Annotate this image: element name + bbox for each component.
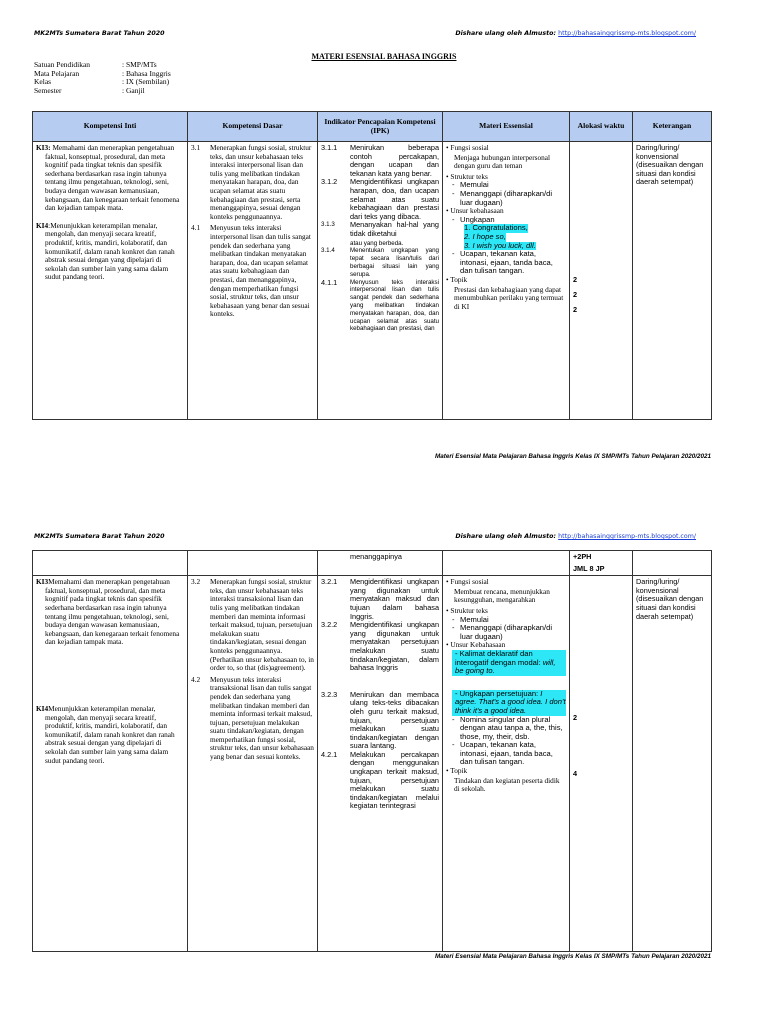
ipk-cell — [318, 142, 443, 420]
meta-value: : Bahasa Inggris — [122, 68, 171, 78]
ipk-text: Menentukan ungkapan yang tepat secara lisan/tulis dari berbagai situasi lain yang serupa. — [350, 247, 439, 278]
highlight-block: - Ungkapan persetujuan: I agree. That's a good idea. I don't think it's a good idea. — [452, 690, 566, 716]
header-right — [455, 30, 696, 37]
ki3-label: KI3 — [36, 577, 49, 587]
highlight-italic: will, be going to. — [455, 657, 556, 676]
ipk-item — [321, 621, 439, 673]
document-page-2 — [0, 524, 768, 1024]
header-left: MK2MTs Sumatera Barat Tahun 2020 — [34, 30, 165, 37]
keterangan-cell: Daring/luring/ konvensional (disesuaikan dengan situasi dan kondisi daerah setempat) — [633, 576, 712, 952]
blog-link[interactable]: http://bahasainggrissmp-mts.blogspot.com/ — [558, 533, 696, 540]
ipk-item — [321, 578, 439, 621]
materi-sub: - Memulai — [452, 180, 489, 190]
ki3-body: Memahami dan menerapkan pengetahuan faktual, konseptual, prosedural, dan meta kognitif pada tingkat teknis dan spesifik sederhana berdasarkan rasa ingin tahunya tentang ilmu pengetahuan, teknologi, seni, budaya dengan wawasan kemanusiaan, kebangsaan, dan kenegaraan terkait fenomena dan kejadian tampak mata. — [45, 143, 180, 213]
alokasi-value: 4 — [573, 769, 578, 779]
ki4-text — [36, 705, 184, 765]
ki3-text — [36, 144, 184, 213]
alokasi-cell — [570, 576, 633, 952]
ipk-text: Melakukan percakapan dengan menggunakan ungkapan terkait maksud, tujuan, persetujuan melakukan suatu tindakan/kegiatan melalui kegiatan terintegrasi — [350, 749, 439, 811]
meta-key: Semester — [34, 86, 62, 96]
materi-bullet: • Unsur Kebahasaan — [446, 641, 566, 650]
ipk-text-main: Menanyakan hal-hal yang tidak diketahui — [350, 220, 439, 238]
blog-link[interactable]: http://bahasainggrissmp-mts.blogspot.com/ — [558, 30, 696, 37]
alokasi-value: 2 — [573, 275, 578, 284]
alokasi-value: 2 — [573, 713, 578, 723]
ipk-number: 3.1.1 — [321, 143, 338, 152]
materi-bullet: • Topik — [446, 767, 566, 776]
kd-cell — [188, 142, 318, 420]
ki-cell-empty — [33, 551, 188, 576]
meta-value: : SMP/MTs — [122, 60, 157, 69]
ipk-number: 3.2.1 — [321, 577, 338, 587]
materi-sub: - Ungkapan — [452, 214, 495, 224]
document-page-1 — [0, 0, 768, 470]
materi-cell-empty — [443, 551, 570, 576]
header-alokasi: Alokasi waktu — [570, 112, 633, 142]
ipk-number: 3.1.4 — [321, 247, 335, 255]
kd-number: 4.1 — [191, 223, 201, 233]
ki-cell — [33, 142, 188, 420]
keterangan-cell: Daring/luring/ konvensional (disesuaikan dengan situasi dan kondisi daerah setempat) — [633, 142, 712, 420]
kd-text: Menerapkan fungsi sosial, struktur teks, dan unsur kebahasaan teks interaksi transaksional lisan dan tulis yang melibatkan tindakan memberi dan meminta informasi terkait maksud, tujuan, persetujuan melakukan suatu tindakan/kegiatan, sesuai dengan konteks penggunaannya. (Perhatikan unsur kebahasaan to, in order to, so that (dis)agreement). — [210, 577, 314, 673]
materi-sub-text: Menanggapi (diharapkan/di luar dugaan) — [460, 188, 553, 207]
materi-sub-text: Ucapan, tekanan kata, intonasi, ejaan, tanda baca, dan tulisan tangan. — [460, 740, 553, 767]
kd-text: Menyusun teks interaksi transaksional lisan dan tulis sangat pendek dan sederhana yang melibatkan tindakan memberi dan meminta informasi terkait maksud, tujuan, persetujuan melakukan suatu tindakan/kegiatan, dengan memperhatikan fungsi sosial, struktur teks, dan unsur kebahasaan yang benar dan sesuai konteks. — [210, 674, 314, 762]
materi-sub: - Ucapan, tekanan kata, intonasi, ejaan, tanda baca, dan tulisan tangan. — [452, 250, 566, 276]
ipk-text: Menirukan dan membaca ulang teks-teks dibacakan oleh guru terkait maksud, tujuan, persetujuan melakukan suatu tindakan/kegiatan dengan suara lantang. — [350, 689, 439, 751]
page-gap — [0, 470, 768, 524]
alokasi-cell — [570, 142, 633, 420]
header-kd: Kompetensi Dasar — [188, 112, 318, 142]
meta-key: Kelas — [34, 77, 52, 87]
header-materi: Materi Essensial — [443, 112, 570, 142]
header-keterangan: Keterangan — [633, 112, 712, 142]
ipk-number: 4.2.1 — [321, 749, 338, 759]
materi-sub-text: Memulai — [460, 180, 489, 190]
materi-sub: - Menanggapi (diharapkan/di luar dugaan) — [452, 190, 566, 207]
ipk-text: Mengidentifikasi ungkapan yang digunakan untuk menyatakan maksud dan tujuan dalam bahasa Inggris. — [350, 577, 439, 621]
header-share-text: Dishare ulang oleh Almusto: — [455, 533, 556, 540]
kd-item — [191, 144, 314, 221]
highlight-text: 2. I hope so, — [464, 231, 506, 241]
ki3-text — [36, 578, 184, 647]
ki4-label: KI4 — [36, 220, 49, 230]
materi-cell — [443, 142, 570, 420]
materi-bullet: • Unsur kebahasaan — [446, 207, 566, 216]
ipk-number: 3.1.2 — [321, 177, 338, 187]
competency-table-1 — [32, 111, 712, 420]
ipk-text: Menyusun teks interaksi interpersonal lisan dan tulis sangat pendek dan sederhana yang melibatkan tindakan menyatakan harapan, doa, dan ucapan selamat atas suatu kebahagiaan dan prestasi, dan — [350, 278, 439, 333]
ki3-body: Memahami dan menerapkan pengetahuan faktual, konseptual, prosedural, dan meta kognitif pada tingkat teknis dan spesifik sederhana berdasarkan rasa ingin tahunya tentang ilmu pengetahuan, teknologi, seni, budaya dengan wawasan kemanusiaan, kebangsaan, dan kenegaraan terkait fenomena dan kejadian tampak mata. — [45, 577, 180, 647]
ipk-text: Mengidentifikasi ungkapan yang digunakan untuk menyatakan persetujuan melakukan suatu tindakan/kegiatan, dalam bahasa Inggris — [350, 620, 439, 673]
kd-number: 4.2 — [191, 674, 201, 684]
highlight-text: 3. I wish you luck, dll. — [464, 240, 536, 250]
materi-sub-text: Menanggapi (diharapkan/di luar dugaan) — [460, 623, 553, 641]
materi-sub: - Ucapan, tekanan kata, intonasi, ejaan, tanda baca, dan tulisan tangan. — [452, 741, 566, 767]
materi-sub-text: Ungkapan — [460, 214, 495, 224]
materi-sub: - Menanggapi (diharapkan/di luar dugaan) — [452, 624, 566, 641]
materi-sub-text: Memulai — [460, 614, 489, 624]
highlight-italic: I agree. That's a good idea. I don't think it's a good idea. — [455, 688, 566, 715]
materi-bullet: • Fungsi sosial — [446, 144, 566, 153]
ipk-text — [350, 221, 439, 247]
ipk-item — [321, 247, 439, 278]
header-ki: Kompetensi Inti — [33, 112, 188, 142]
alokasi-total: JML 8 JP — [573, 563, 605, 573]
page-footer: Materi Esensial Mata Pelajaran Bahasa Inggris Kelas IX SMP/MTs Tahun Pelajaran 2020/2021 — [434, 453, 711, 460]
page-footer: Materi Esensial Mata Pelajaran Bahasa Inggris Kelas IX SMP/MTs Tahun Pelajaran 2020/2021 — [434, 953, 711, 960]
kd-number: 3.1 — [191, 143, 201, 152]
ipk-item — [321, 178, 439, 221]
materi-text: Tindakan dan kegiatan peserta didik di sekolah. — [454, 775, 560, 794]
ipk-number: 3.1.3 — [321, 221, 335, 229]
materi-text: Membuat rencana, menunjukkan kesungguhan, mengarahkan — [454, 586, 550, 605]
ki4-label: KI4 — [36, 703, 49, 713]
alokasi-cell — [570, 551, 633, 576]
materi-text: Prestasi dan kebahagiaan yang dapat menumbuhkan perilaku yang termuat di KI — [454, 284, 564, 311]
ipk-cell — [318, 576, 443, 952]
alokasi-value: 2 — [573, 290, 578, 299]
meta-value: : Ganjil — [122, 86, 145, 96]
materi-bullet: • Topik — [446, 276, 566, 285]
ki-cell — [33, 576, 188, 952]
meta-key: Satuan Pendidikan — [34, 60, 91, 69]
header-share-text: Dishare ulang oleh Almusto: — [455, 30, 556, 37]
ipk-text: Mengidentifikasi ungkapan harapan, doa, dan ucapan selamat atas suatu kebahagiaan dan prestasi dari teks yang dibaca. — [350, 177, 439, 221]
kd-item — [191, 578, 314, 673]
header-left: MK2MTs Sumatera Barat Tahun 2020 — [34, 533, 165, 540]
header-ipk: Indikator Pencapaian Kompetensi (IPK) — [318, 112, 443, 142]
highlight-block: - Kalimat deklaratif dan interogatif dengan modal: will, be going to. — [452, 650, 566, 676]
highlight-text: Ungkapan persetujuan: — [459, 688, 539, 698]
ipk-text: Menirukan beberapa contoh percakapan, dengan ucapan dan tekanan kata yang benar. — [350, 143, 439, 178]
meta-value: : IX (Sembilan) — [122, 77, 170, 87]
ipk-item — [321, 221, 439, 247]
kd-item — [191, 224, 314, 319]
highlight-text: Kalimat deklaratif dan interogatif dengan modal: — [455, 648, 541, 667]
materi-sub-text: Ucapan, tekanan kata, intonasi, ejaan, tanda baca, dan tulisan tangan. — [460, 249, 553, 276]
materi-bullet: • Fungsi sosial — [446, 578, 566, 587]
alokasi-value: 2 — [573, 305, 578, 314]
kd-number: 3.2 — [191, 577, 201, 587]
kd-text: Menerapkan fungsi sosial, struktur teks, dan unsur kebahasaan teks interaksi interpersonal lisan dan tulis yang melibatkan tindakan menyatakan harapan, doa, dan ucapan selamat atas suatu kebahagiaan dan prestasi, serta menanggapinya, sesuai dengan konteks penggunaannya. — [210, 143, 312, 221]
keterangan-cell-empty — [633, 551, 712, 576]
materi-text: Menjaga hubungan interpersonal dengan guru dan teman — [454, 152, 551, 171]
materi-cell — [443, 576, 570, 952]
kd-cell — [188, 576, 318, 952]
materi-bullet: • Struktur teks — [446, 607, 566, 616]
ipk-number: 4.1.1 — [321, 277, 338, 287]
ki4-text — [36, 222, 184, 282]
materi-bullet: • Struktur teks — [446, 173, 566, 182]
meta-key: Mata Pelajaran — [34, 68, 80, 78]
materi-sub: - Memulai — [452, 614, 489, 624]
ki4-body: Menunjukkan keterampilan menalar, mengolah, dan menyaji secara kreatif, produktif, kritis, mandiri, kolaboratif, dan komunikatif, dalam ranah konkret dan ranah abstrak sesuai dengan yang dipelajari di sekolah dan sumber lain yang sama dalam sudut pandang teori. — [45, 703, 175, 765]
ipk-item — [321, 691, 439, 751]
highlight-text: 1. Congratulations, — [464, 223, 528, 233]
kd-cell-empty — [188, 551, 318, 576]
competency-table-2 — [32, 550, 712, 952]
materi-sub: - Nomina singular dan plural dengan atau tanpa a, the, this, those, my, their, dsb. — [452, 716, 566, 742]
ipk-item — [321, 144, 439, 178]
header-right — [455, 533, 696, 540]
ki4-body: :Menunjukkan keterampilan menalar, mengolah, dan menyaji secara kreatif, produktif, kritis, mandiri, kolaboratif, dan komunikatif, dalam ranah konkret dan ranah abstrak sesuai dengan yang dipelajari di sekolah dan sumber lain yang sama dalam sudut pandang teori. — [45, 220, 175, 282]
ki3-label: KI3: — [36, 143, 51, 152]
ipk-continued: menanggapinya — [318, 551, 443, 576]
ipk-number: 3.2.3 — [321, 689, 338, 699]
materi-sub-text: Nomina singular dan plural dengan atau tanpa a, the, this, those, my, their, dsb. — [460, 714, 563, 741]
alokasi-value: +2PH — [573, 552, 592, 561]
kd-text: Menyusun teks interaksi interpersonal lisan dan tulis sangat pendek dan sederhana yang melibatkan tindakan menyatakan harapan, doa, dan ucapan selamat atas suatu kebahagiaan dan prestasi, dan menanggapinya, dengan memperhatikan fungsi sosial, struktur teks, dan unsur kebahasaan yang benar dan sesuai konteks. — [210, 223, 311, 319]
ipk-item — [321, 279, 439, 334]
document-title: MATERI ESENSIAL BAHASA INGGRIS — [311, 52, 457, 61]
kd-item — [191, 676, 314, 762]
ipk-text-small: atau yang berbeda. — [350, 239, 404, 247]
ipk-number: 3.2.2 — [321, 620, 338, 630]
ipk-item — [321, 751, 439, 811]
